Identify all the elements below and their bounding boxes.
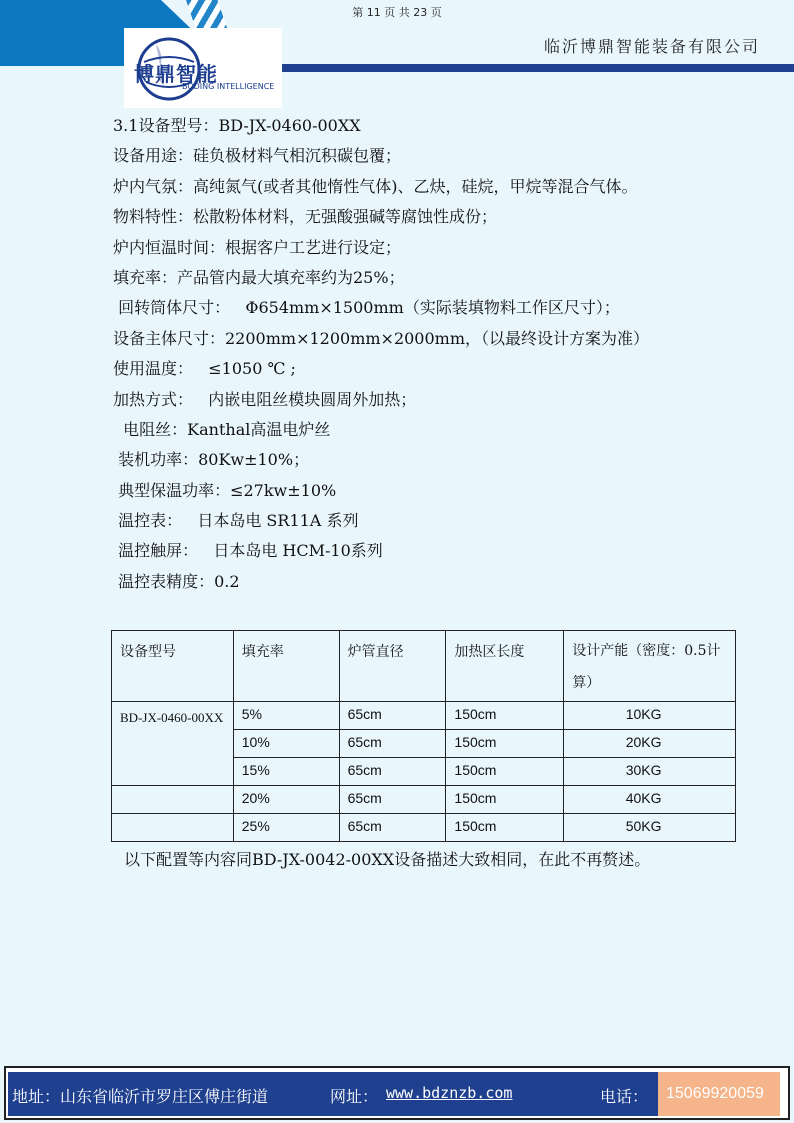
table-header-row <box>112 631 736 702</box>
table-cell: 150cm <box>446 758 564 786</box>
logo-subtitle: BODING INTELLIGENCE <box>182 82 275 91</box>
spec-line-power: 装机功率：80Kw±10%； <box>113 450 310 470</box>
spec-line-usage: 设备用途：硅负极材料气相沉积碳包覆； <box>113 146 402 166</box>
spec-line-time: 炉内恒温时间：根据客户工艺进行设定； <box>113 237 402 257</box>
table-cell: 150cm <box>446 730 564 758</box>
page-number: 第 11 页 共 23 页 <box>352 6 442 19</box>
spec-line-heating: 加热方式： 内嵌电阻丝模块圆周外加热； <box>113 389 417 409</box>
table-header: 填充率 <box>233 631 339 702</box>
table-cell: 150cm <box>446 702 564 730</box>
table-cell: 65cm <box>339 702 446 730</box>
table-row <box>112 786 736 814</box>
table-cell-empty <box>112 786 234 814</box>
table-header: 加热区长度 <box>446 631 564 702</box>
closing-note: 以下配置等内容同BD-JX-0042-00XX设备描述大致相同，在此不再赘述。 <box>124 850 651 869</box>
logo-name: 博鼎智能 <box>134 62 218 86</box>
footer-address: 地址：山东省临沂市罗庄区傅庄街道 <box>12 1087 269 1106</box>
table-cell: 40KG <box>564 786 736 814</box>
table-cell: 20% <box>233 786 339 814</box>
table-cell: 25% <box>233 814 339 842</box>
capacity-table <box>111 630 736 842</box>
table-cell: 30KG <box>564 758 736 786</box>
table-header: 设计产能（密度：0.5计算） <box>564 631 736 702</box>
table-cell-model: BD-JX-0460-00XX <box>112 702 234 786</box>
table-cell: 65cm <box>339 814 446 842</box>
spec-line-accuracy: 温控表精度：0.2 <box>113 571 240 591</box>
company-name: 临沂博鼎智能装备有限公司 <box>543 37 760 56</box>
table-cell: 5% <box>233 702 339 730</box>
table-header: 设备型号 <box>112 631 234 702</box>
header-rule <box>230 64 794 72</box>
spec-line-main-size: 设备主体尺寸：2200mm×1200mm×2000mm，（以最终设计方案为准） <box>113 328 650 348</box>
table-cell-empty <box>112 814 234 842</box>
table-header: 炉管直径 <box>339 631 446 702</box>
table-cell: 50KG <box>564 814 736 842</box>
spec-line-model: 3.1设备型号：BD-JX-0460-00XX <box>113 116 361 135</box>
table-cell: 10% <box>233 730 339 758</box>
spec-line-drum-size: 回转筒体尺寸： Φ654mm×1500mm（实际装填物料工作区尺寸）； <box>113 298 620 318</box>
table-row <box>112 702 736 730</box>
spec-line-material: 物料特性：松散粉体材料，无强酸强碱等腐蚀性成份； <box>113 207 498 227</box>
footer-bar <box>8 1072 658 1116</box>
spec-line-atmosphere: 炉内气氛：高纯氮气(或者其他惰性气体)、乙炔，硅烷，甲烷等混合气体。 <box>113 176 638 196</box>
table-cell: 65cm <box>339 730 446 758</box>
table-cell: 65cm <box>339 786 446 814</box>
spec-line-wire: 电阻丝：Kanthal高温电炉丝 <box>113 419 331 439</box>
table-cell: 15% <box>233 758 339 786</box>
table-cell: 150cm <box>446 786 564 814</box>
table-row <box>112 814 736 842</box>
footer-phone-number: 15069920059 <box>658 1072 780 1116</box>
spec-line-temperature: 使用温度： ≤1050 ℃ ; <box>113 359 296 379</box>
footer-phone-label: 电话： <box>600 1087 649 1106</box>
footer-website-link[interactable]: www.bdznzb.com <box>386 1084 513 1102</box>
spec-line-hold-power: 典型保温功率：≤27kw±10% <box>113 480 337 500</box>
spec-text <box>113 116 713 602</box>
spec-line-touchscreen: 温控触屏： 日本岛电 HCM-10系列 <box>113 541 383 561</box>
table-cell: 20KG <box>564 730 736 758</box>
spec-line-controller: 温控表： 日本岛电 SR11A 系列 <box>113 511 359 531</box>
spec-line-fill-rate: 填充率：产品管内最大填充率约为25%； <box>113 267 405 287</box>
table-cell: 65cm <box>339 758 446 786</box>
table-cell: 10KG <box>564 702 736 730</box>
table-cell: 150cm <box>446 814 564 842</box>
company-logo <box>124 28 282 108</box>
footer-website-label: 网址： <box>330 1087 379 1106</box>
